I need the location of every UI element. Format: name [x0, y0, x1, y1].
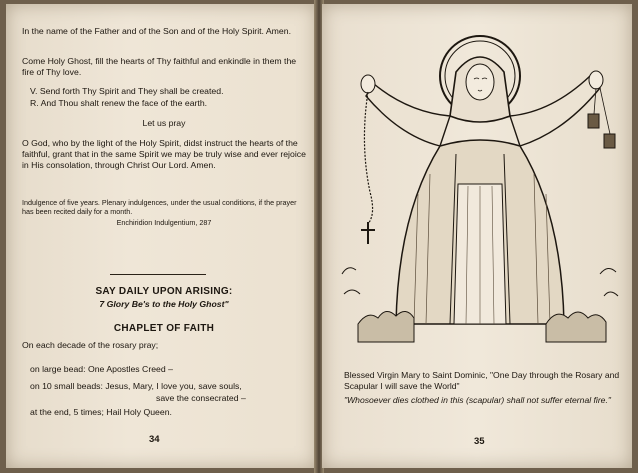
opening-prayer: In the name of the Father and of the Son and of the Holy Spirit. Amen. — [22, 26, 291, 36]
come-holy-ghost: Come Holy Ghost, fill the hearts of Thy faithful and enkindle in them the fire of Thy love. — [22, 56, 297, 78]
chaplet-intro: On each decade of the rosary pray; — [22, 340, 159, 350]
small-beads-instruction: on 10 small beads: Jesus, Mary, I love you, save souls, — [30, 381, 242, 391]
response: R. And Thou shalt renew the face of the earth. — [30, 98, 208, 108]
collect-prayer: O God, who by the light of the Holy Spirit, didst instruct the hearts of the faithful, grant that in the same Spirit we may be truly wise and ever rejoice in His consolation, through Christ Our Lord. Amen. — [22, 138, 306, 171]
arising-subheading: 7 Glory Be's to the Holy Ghost" — [99, 299, 229, 309]
large-bead-instruction: on large bead: One Apostles Creed – — [30, 364, 173, 374]
scapular-quote: "Whosoever dies clothed in this (scapular) shall not suffer eternal fire." — [344, 395, 611, 405]
arising-heading: SAY DAILY UPON ARISING: — [95, 286, 233, 297]
section-divider — [110, 274, 206, 275]
small-beads-continued: save the consecrated – — [156, 393, 246, 403]
end-instruction: at the end, 5 times; Hail Holy Queen. — [30, 407, 172, 417]
indulgence-note: Indulgence of five years. Plenary indulgences, under the usual conditions, if the prayer has been recited daily for a month. — [22, 198, 297, 217]
virgin-mary-illustration — [338, 24, 622, 364]
page-number-left: 34 — [149, 434, 160, 445]
illustration-caption: Blessed Virgin Mary to Saint Dominic, "One Day through the Rosary and Scapular I will save the World" — [344, 370, 620, 391]
page-number-right: 35 — [474, 436, 485, 447]
let-us-pray: Let us pray — [142, 118, 186, 128]
left-page — [6, 4, 316, 468]
indulgence-source: Enchiridion Indulgentium, 287 — [116, 218, 212, 227]
versicle: V. Send forth Thy Spirit and They shall be created. — [30, 86, 224, 96]
chaplet-heading: CHAPLET OF FAITH — [113, 323, 215, 334]
right-page — [322, 4, 632, 468]
